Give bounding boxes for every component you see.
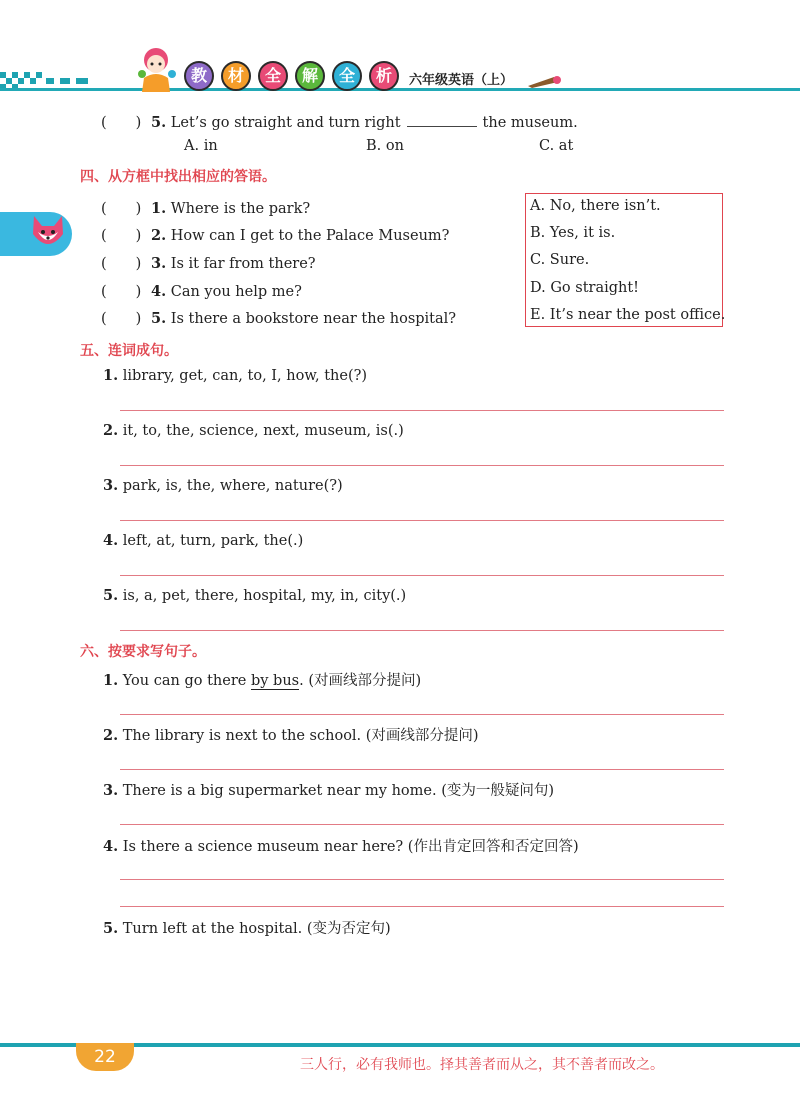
section4-question xyxy=(101,307,456,328)
question-number: 1. xyxy=(151,200,167,217)
answer-line[interactable] xyxy=(120,824,724,825)
option-c: C. at xyxy=(539,138,574,154)
girl-mascot-icon xyxy=(130,44,182,94)
section5-item xyxy=(103,367,367,384)
section5-item xyxy=(103,422,404,439)
question-text: How can I get to the Palace Museum? xyxy=(170,228,450,244)
question-text: Is there a bookstore near the hospital? xyxy=(170,311,457,327)
section6-item xyxy=(103,917,391,938)
question-text: Can you help me? xyxy=(170,284,302,300)
item-text: Turn left at the hospital. (变为否定句) xyxy=(122,921,391,937)
item-text: You can go there xyxy=(122,673,251,689)
answer-line[interactable] xyxy=(120,714,724,715)
item-text: it, to, the, science, next, museum, is(.) xyxy=(122,423,404,439)
section4-question xyxy=(101,197,310,218)
section4-question xyxy=(101,280,302,301)
answer-paren[interactable]: ( ) xyxy=(101,284,142,300)
item-number: 1. xyxy=(103,367,119,384)
option-b: B. on xyxy=(366,138,404,154)
section4-question xyxy=(101,224,449,245)
section-5-title: 五、连词成句。 xyxy=(80,343,178,359)
answer-line[interactable] xyxy=(120,410,724,411)
answer-paren[interactable]: ( ) xyxy=(101,311,142,327)
answer-option: D. Go straight! xyxy=(530,280,640,296)
header-title-char: 全 xyxy=(332,61,362,91)
answer-line[interactable] xyxy=(120,879,724,880)
answer-option: B. Yes, it is. xyxy=(530,225,616,241)
answer-line[interactable] xyxy=(120,465,724,466)
item-text: Is there a science museum near here? (作出肯定回答和否定回答) xyxy=(122,839,579,855)
item-number: 4. xyxy=(103,532,119,549)
fill-blank[interactable] xyxy=(407,112,477,127)
section5-item xyxy=(103,477,343,494)
question-number: 5. xyxy=(151,114,167,131)
item-number: 1. xyxy=(103,672,119,689)
header-teal-line xyxy=(0,88,800,91)
section-6-title: 六、按要求写句子。 xyxy=(80,644,206,660)
item-number: 3. xyxy=(103,477,119,494)
item-number: 5. xyxy=(103,920,119,937)
answer-line[interactable] xyxy=(120,630,724,631)
pencil-icon xyxy=(528,74,562,88)
answer-line[interactable] xyxy=(120,769,724,770)
item-number: 4. xyxy=(103,838,119,855)
item-text: is, a, pet, there, hospital, my, in, city(.) xyxy=(122,588,407,604)
item-number: 5. xyxy=(103,587,119,604)
item-number: 2. xyxy=(103,727,119,744)
header-title-char: 教 xyxy=(184,61,214,91)
question-number: 3. xyxy=(151,255,167,272)
item-number: 2. xyxy=(103,422,119,439)
item-text: . (对画线部分提问) xyxy=(299,673,422,689)
item-text: left, at, turn, park, the(.) xyxy=(122,533,304,549)
answer-option: E. It’s near the post office. xyxy=(530,307,726,323)
header-title-char: 析 xyxy=(369,61,399,91)
answer-line[interactable] xyxy=(120,906,724,907)
answer-paren[interactable]: ( ) xyxy=(101,256,142,272)
page-number: 22 xyxy=(76,1043,134,1071)
answer-option: C. Sure. xyxy=(530,252,590,268)
answer-line[interactable] xyxy=(120,575,724,576)
header-title-char: 全 xyxy=(258,61,288,91)
section6-item xyxy=(103,724,479,745)
answer-box xyxy=(525,193,726,327)
question-number: 2. xyxy=(151,227,167,244)
section6-item xyxy=(103,779,554,800)
question-text: Let’s go straight and turn right xyxy=(170,115,401,131)
answer-paren[interactable]: ( ) xyxy=(101,228,142,244)
item-number: 3. xyxy=(103,782,119,799)
answer-paren[interactable]: ( ) xyxy=(101,115,142,131)
answer-paren[interactable]: ( ) xyxy=(101,201,142,217)
underlined-phrase: by bus xyxy=(250,673,300,689)
fox-mascot-icon xyxy=(30,214,66,252)
question-number: 5. xyxy=(151,310,167,327)
question-number: 4. xyxy=(151,283,167,300)
item-text: The library is next to the school. (对画线部分提问) xyxy=(122,728,479,744)
footer-motto: 三人行，必有我师也。择其善者而从之，其不善者而改之。 xyxy=(300,1057,664,1073)
header-title-char: 材 xyxy=(221,61,251,91)
answer-option: A. No, there isn’t. xyxy=(530,198,661,214)
question-5-line xyxy=(101,111,578,132)
item-text: library, get, can, to, I, how, the(?) xyxy=(122,368,368,384)
section5-item xyxy=(103,587,406,604)
header-title-char: 解 xyxy=(295,61,325,91)
section5-item xyxy=(103,532,303,549)
answer-line[interactable] xyxy=(120,520,724,521)
option-a: A. in xyxy=(184,138,218,154)
question-text: the museum. xyxy=(482,115,578,131)
question-text: Where is the park? xyxy=(170,201,311,217)
section6-item xyxy=(103,669,421,690)
item-text: park, is, the, where, nature(?) xyxy=(122,478,343,494)
section6-item xyxy=(103,835,579,856)
item-text: There is a big supermarket near my home. (变为一般疑问句) xyxy=(122,783,555,799)
section-4-title: 四、从方框中找出相应的答语。 xyxy=(80,169,276,185)
header-grade-label: 六年级英语（上） xyxy=(409,73,514,88)
section4-question xyxy=(101,252,316,273)
question-text: Is it far from there? xyxy=(170,256,316,272)
